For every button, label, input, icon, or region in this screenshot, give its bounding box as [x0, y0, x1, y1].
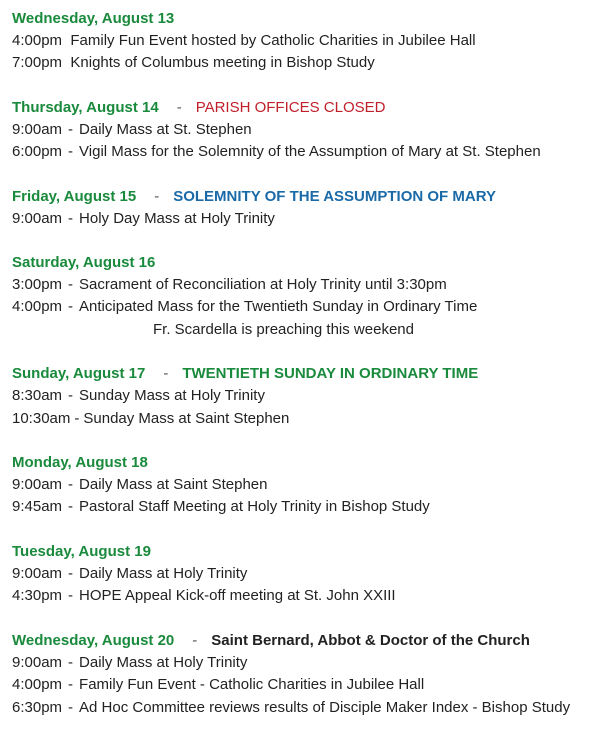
event-text: Sunday Mass at Holy Trinity [79, 387, 265, 405]
event-row [12, 585, 615, 607]
event-text: Daily Mass at Holy Trinity [79, 564, 248, 582]
day-header: Friday, August 15 - SOLEMNITY OF THE ASSUMPTION OF MARY [12, 186, 615, 208]
day-header: Sunday, August 17 - TWENTIETH SUNDAY IN ORDINARY TIME [12, 363, 615, 385]
event-row [12, 563, 615, 585]
day-block [12, 8, 615, 75]
event-dash: - [68, 676, 74, 694]
day-header: Thursday, August 14 - PARISH OFFICES CLOSED [12, 97, 615, 119]
event-dash: - [68, 476, 74, 494]
event-text: HOPE Appeal Kick-off meeting at St. John XXIII [79, 587, 396, 605]
day-note: TWENTIETH SUNDAY IN ORDINARY TIME [182, 365, 479, 383]
event-text: Sacrament of Reconciliation at Holy Trinity until 3:30pm [79, 276, 447, 294]
event-text: Knights of Columbus meeting in Bishop Study [70, 54, 375, 72]
event-time: 10:30am [12, 409, 71, 427]
event-text: Holy Day Mass at Holy Trinity [79, 209, 275, 227]
event-row [12, 274, 615, 296]
event-time: 4:00pm [12, 676, 63, 694]
event-row [12, 119, 615, 141]
preacher-note: Fr. Scardella is preaching this weekend [153, 320, 414, 338]
event-text: Family Fun Event hosted by Catholic Charities in Jubilee Hall [70, 32, 476, 49]
event-row [12, 652, 615, 674]
event-text: Daily Mass at St. Stephen [79, 120, 252, 138]
event-time: 9:00am [12, 653, 63, 671]
event-row [12, 141, 615, 163]
event-time: 7:00pm [12, 54, 63, 72]
event-row [12, 385, 615, 407]
event-time: 8:30am [12, 387, 63, 405]
day-block [12, 630, 615, 719]
event-text: Anticipated Mass for the Twentieth Sunday in Ordinary Time [79, 298, 478, 316]
event-text: Vigil Mass for the Solemnity of the Assumption of Mary at St. Stephen [79, 143, 541, 161]
event-row [12, 674, 615, 696]
event-time: 9:00am [12, 476, 63, 494]
event-time: 4:30pm [12, 587, 63, 605]
event-time: 4:00pm [12, 298, 63, 316]
header-separator: - [163, 365, 169, 383]
event-text: Daily Mass at Holy Trinity [79, 653, 248, 671]
day-header: Wednesday, August 13 [12, 10, 175, 27]
event-time: 4:00pm [12, 32, 63, 49]
day-block [12, 363, 615, 430]
day-header: Tuesday, August 19 [12, 542, 151, 560]
event-dash: - [68, 698, 74, 716]
event-text: Ad Hoc Committee reviews results of Disciple Maker Index - Bishop Study [79, 698, 571, 716]
day-header: Saturday, August 16 [12, 254, 156, 272]
day-header: Monday, August 18 [12, 454, 148, 472]
day-block [12, 186, 615, 230]
event-row [12, 474, 615, 496]
event-dash: - [68, 276, 74, 294]
event-dash: - [68, 298, 74, 316]
event-time: 6:00pm [12, 143, 63, 161]
day-note: PARISH OFFICES CLOSED [195, 98, 386, 116]
event-dash: - [68, 387, 74, 405]
event-row [12, 697, 615, 719]
event-row [12, 52, 615, 74]
event-dash: - [68, 564, 74, 582]
day-block [12, 452, 615, 519]
event-row [12, 408, 615, 430]
event-row [12, 30, 615, 52]
event-text: Family Fun Event - Catholic Charities in Jubilee Hall [79, 676, 425, 694]
event-time: 3:00pm [12, 276, 63, 294]
header-separator: - [176, 98, 182, 116]
event-time: 9:00am [12, 564, 63, 582]
header-separator: - [192, 631, 198, 649]
event-dash: - [68, 120, 74, 138]
event-dash: - [68, 653, 74, 671]
event-row [12, 296, 615, 318]
event-text: Sunday Mass at Saint Stephen [83, 409, 290, 427]
day-block [12, 97, 615, 164]
event-time: 6:30pm [12, 698, 63, 716]
day-block [12, 541, 615, 608]
event-dash: - [68, 498, 74, 516]
day-block [12, 252, 615, 341]
day-note: SOLEMNITY OF THE ASSUMPTION OF MARY [173, 187, 496, 205]
header-separator: - [154, 187, 160, 205]
event-row [12, 496, 615, 518]
event-dash: - [68, 209, 74, 227]
event-row [12, 208, 615, 230]
day-note: Saint Bernard, Abbot & Doctor of the Church [211, 631, 530, 649]
event-time: 9:00am [12, 209, 63, 227]
event-dash: - [68, 143, 74, 161]
event-dash: - [68, 587, 74, 605]
event-time: 9:00am [12, 120, 63, 138]
event-dash: - [74, 409, 80, 427]
day-header: Wednesday, August 20 - Saint Bernard, Abbot & Doctor of the Church [12, 630, 615, 652]
event-text: Pastoral Staff Meeting at Holy Trinity in Bishop Study [79, 498, 430, 516]
event-time: 9:45am [12, 498, 63, 516]
event-text: Daily Mass at Saint Stephen [79, 476, 268, 494]
